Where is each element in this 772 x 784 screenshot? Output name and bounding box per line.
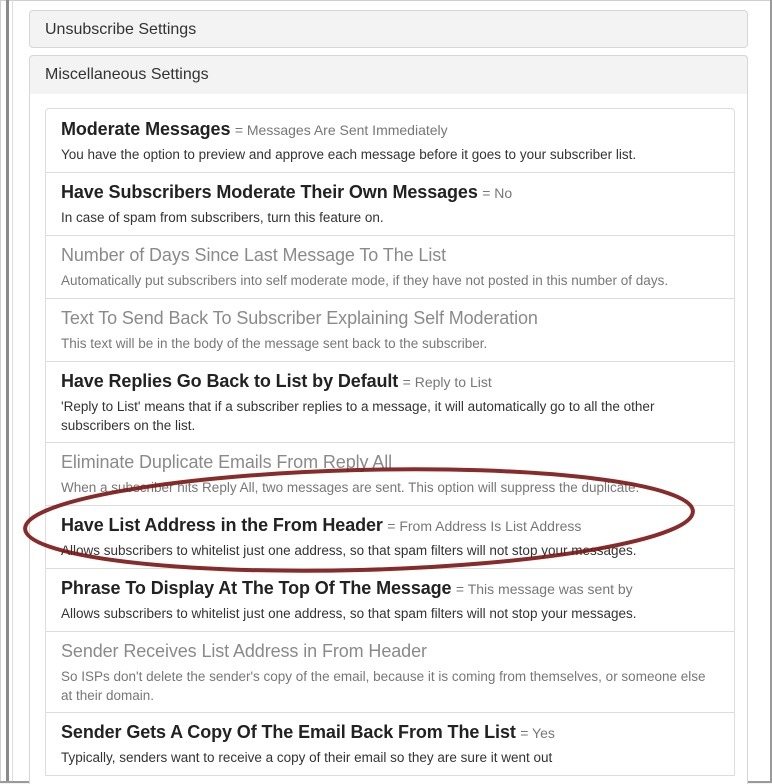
- setting-title: Have List Address in the From Header: [61, 515, 383, 535]
- left-border: [6, 0, 9, 783]
- setting-title: Number of Days Since Last Message To The List: [61, 245, 447, 265]
- setting-value: = This message was sent by: [455, 581, 633, 597]
- setting-title: Sender Gets A Copy Of The Email Back From The List: [61, 722, 516, 742]
- setting-description: Allows subscribers to whitelist just one address, so that spam filters will not stop your messages.: [61, 606, 637, 621]
- setting-title: Text To Send Back To Subscriber Explaining Self Moderation: [61, 308, 538, 328]
- setting-self-moderation-text[interactable]: [46, 298, 734, 361]
- setting-description: Allows subscribers to whitelist just one address, so that spam filters will not stop your messages.: [61, 543, 637, 558]
- setting-value: = Yes: [520, 725, 555, 741]
- settings-list: [45, 108, 735, 776]
- left-divider: [12, 0, 13, 783]
- setting-description: You have the option to preview and approve each message before it goes to your subscriber list.: [61, 146, 637, 162]
- setting-list-address-from-header[interactable]: [46, 505, 734, 568]
- miscellaneous-settings-title: Miscellaneous Settings: [45, 66, 209, 83]
- setting-description: This text will be in the body of the message sent back to the subscriber.: [61, 336, 488, 351]
- setting-days-since-last-message[interactable]: [46, 235, 734, 298]
- unsubscribe-settings-header[interactable]: [29, 10, 748, 48]
- setting-description: Automatically put subscribers into self moderate mode, if they have not posted in this number of days.: [61, 273, 669, 288]
- setting-moderate-messages[interactable]: [46, 109, 734, 172]
- setting-description: 'Reply to List' means that if a subscriber replies to a message, it will automatically go to all the other subscribers on the list.: [61, 398, 655, 433]
- setting-value: = From Address Is List Address: [387, 518, 582, 534]
- setting-value: = Messages Are Sent Immediately: [234, 121, 448, 138]
- unsubscribe-settings-title: Unsubscribe Settings: [45, 21, 197, 38]
- setting-description: In case of spam from subscribers, turn this feature on.: [61, 210, 384, 225]
- setting-sender-gets-copy[interactable]: [46, 712, 734, 775]
- setting-title: Have Subscribers Moderate Their Own Messages: [61, 182, 478, 202]
- miscellaneous-settings-header[interactable]: [29, 55, 748, 95]
- setting-value: = Reply to List: [402, 373, 492, 390]
- setting-eliminate-duplicates[interactable]: [46, 442, 734, 505]
- setting-top-phrase[interactable]: [46, 568, 734, 631]
- setting-value: = No: [482, 185, 513, 201]
- setting-description: So ISPs don't delete the sender's copy of the email, because it is coming from themselves, or someone else at their domain.: [61, 668, 706, 703]
- setting-description: When a subscriber hits Reply All, two messages are sent. This option will suppress the duplicate.: [61, 480, 640, 495]
- setting-description: Typically, senders want to receive a copy of their email so they are sure it went out: [61, 750, 553, 765]
- setting-sender-receives-list-address[interactable]: [46, 631, 734, 712]
- setting-title: Moderate Messages: [61, 118, 231, 139]
- setting-title: Eliminate Duplicate Emails From Reply All: [61, 452, 393, 472]
- setting-reply-to-list[interactable]: [46, 361, 734, 442]
- setting-self-moderate[interactable]: [46, 172, 734, 235]
- setting-title: Sender Receives List Address in From Header: [61, 640, 427, 661]
- setting-title: Phrase To Display At The Top Of The Message: [61, 578, 452, 598]
- setting-title: Have Replies Go Back to List by Default: [61, 370, 399, 391]
